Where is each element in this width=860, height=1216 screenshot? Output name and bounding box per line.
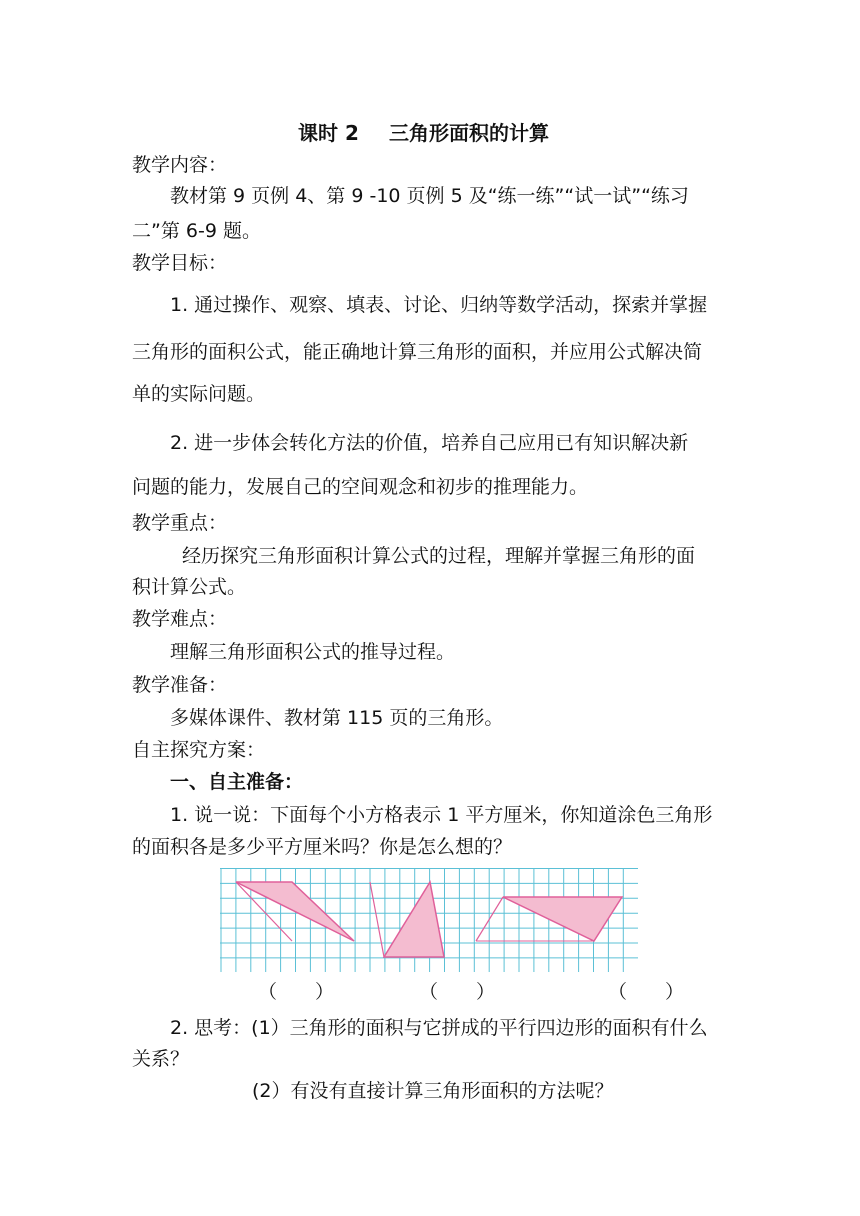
goal-line: 三角形的面积公式，能正确地计算三角形的面积，并应用公式解决简 xyxy=(132,341,703,363)
key-line: 经历探究三角形面积计算公式的过程，理解并掌握三角形的面 xyxy=(182,545,696,567)
key-line: 积计算公式。 xyxy=(132,576,247,598)
prep-heading: 教学准备： xyxy=(132,674,228,696)
prep-line: 多媒体课件、教材第 115 页的三角形。 xyxy=(170,707,504,729)
shaded-triangle-2 xyxy=(384,882,444,957)
question-line: 的面积各是多少平方厘米吗？你是怎么想的？ xyxy=(132,836,513,858)
content-heading: 教学内容： xyxy=(132,154,228,176)
content-line: 教材第 9 页例 4、第 9 -10 页例 5 及“练一练”“试一试”“练习 xyxy=(170,185,689,207)
question-line: 2. 思考：(1）三角形的面积与它拼成的平行四边形的面积有什么 xyxy=(170,1017,708,1039)
key-heading: 教学重点： xyxy=(132,512,228,534)
question-line: 关系？ xyxy=(132,1048,190,1070)
question-line: 1. 说一说：下面每个小方格表示 1 平方厘米，你知道涂色三角形 xyxy=(170,804,713,826)
goal-line: 单的实际问题。 xyxy=(132,383,266,405)
goals-heading: 教学目标： xyxy=(132,252,228,274)
plan-heading: 自主探究方案： xyxy=(132,739,266,761)
shaded-triangle-3 xyxy=(503,897,622,941)
lesson-number: 课时 2 xyxy=(298,121,359,145)
difficulty-heading: 教学难点： xyxy=(132,608,228,630)
answer-blank-3[interactable]: （ ） xyxy=(608,981,685,1003)
goal-line: 2. 进一步体会转化方法的价值，培养自己应用已有知识解决新 xyxy=(170,432,689,454)
content-line: 二”第 6-9 题。 xyxy=(132,220,261,242)
question-line: (2）有没有直接计算三角形面积的方法呢？ xyxy=(252,1080,614,1102)
answer-blank-2[interactable]: （ ） xyxy=(419,981,496,1003)
goal-line: 问题的能力，发展自己的空间观念和初步的推理能力。 xyxy=(132,476,589,498)
difficulty-line: 理解三角形面积公式的推导过程。 xyxy=(170,641,456,663)
part1-heading: 一、自主准备： xyxy=(170,771,304,793)
grid-figure xyxy=(220,868,638,972)
answer-blank-1[interactable]: （ ） xyxy=(258,981,335,1003)
lesson-name: 三角形面积的计算 xyxy=(389,121,549,145)
helper-line-2 xyxy=(370,882,384,957)
goal-line: 1. 通过操作、观察、填表、讨论、归纳等数学活动，探索并掌握 xyxy=(170,294,708,316)
